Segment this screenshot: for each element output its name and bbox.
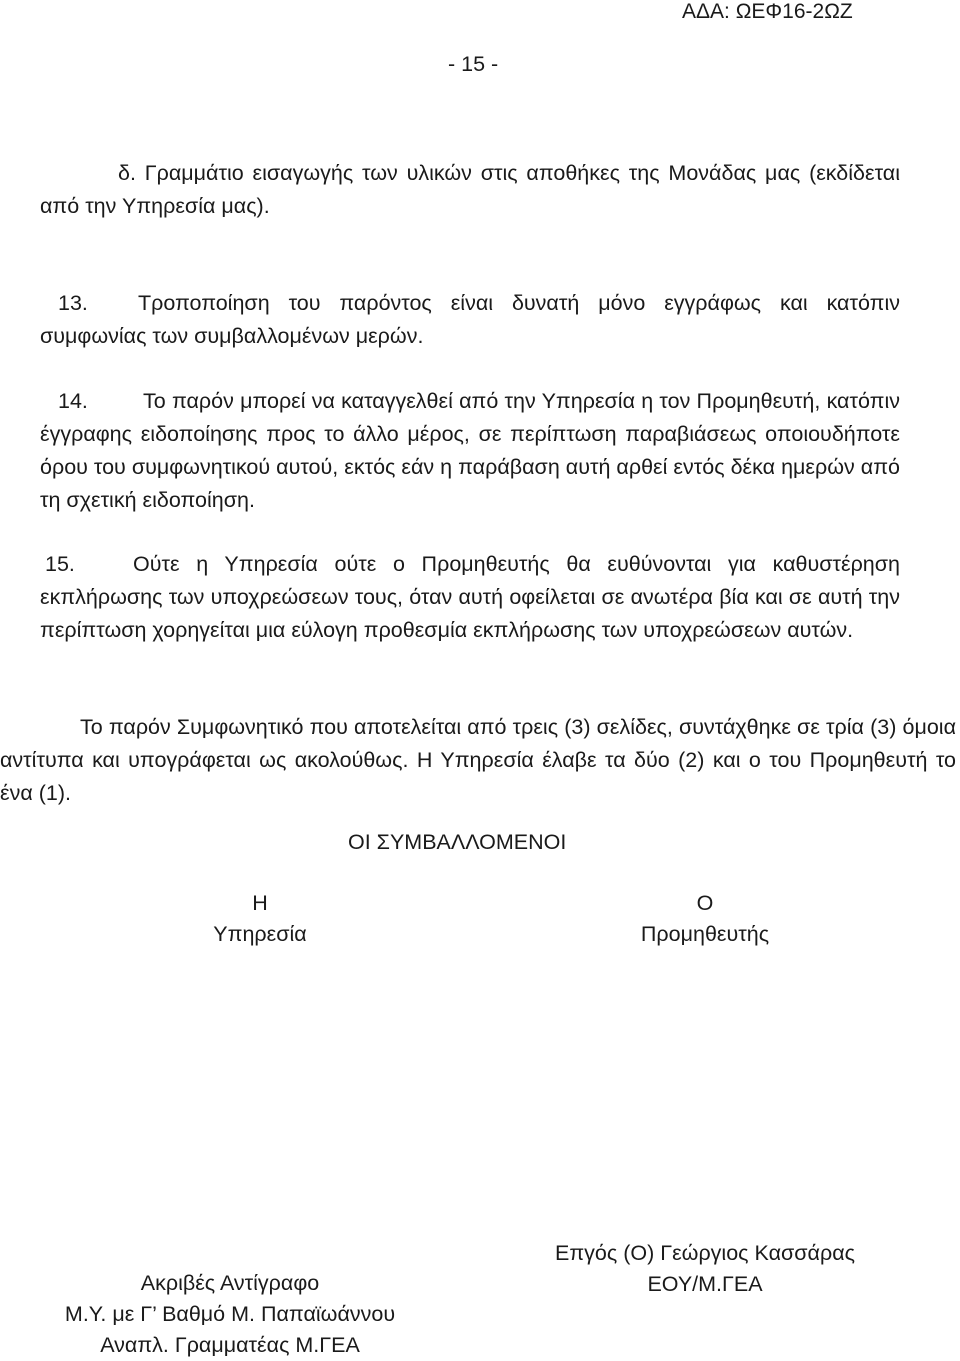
service-label: Υπηρεσία [213, 922, 307, 946]
supplier-label: Προμηθευτής [640, 922, 770, 946]
service-article: Η [252, 891, 268, 915]
page-number: - 15 - [448, 52, 499, 76]
true-copy-role: Αναπλ. Γραμματέας Μ.ΓΕΑ [100, 1333, 360, 1357]
signer-block [515, 1238, 895, 1300]
signer-name: Επγός (Ο) Γεώργιος Κασσάρας [555, 1241, 855, 1265]
paragraph-item-15 [40, 548, 900, 647]
item-14-number: 14. [58, 389, 88, 413]
item-13-number: 13. [58, 291, 88, 315]
signature-supplier [610, 888, 800, 950]
signatures-heading: ΟΙ ΣΥΜΒΑΛΛΟΜΕΝΟΙ [348, 830, 567, 854]
true-copy-block [40, 1268, 420, 1361]
supplier-article: Ο [696, 891, 714, 915]
paragraph-item-13 [40, 287, 900, 353]
item-14-text: Το παρόν μπορεί να καταγγελθεί από την Υπηρεσία η τον Προμηθευτή, κατόπιν έγγραφης ειδοποίησης προς το άλλο μέρος, σε περίπτωση παραβιάσεως οποιουδήποτε όρου του συμφωνητικού αυτού, εκτός εάν η παράβαση αυτή αρθεί εντός δέκα ημερών από τη σχετική ειδοποίηση. [40, 389, 900, 512]
item-15-text: Ούτε η Υπηρεσία ούτε ο Προμηθευτής θα ευθύνονται για καθυστέρηση εκπλήρωσης των υποχρεώσεων τους, όταν αυτή οφείλεται σε ανωτέρα βία και σε αυτή την περίπτωση χορηγείται μια εύλογη προθεσμία εκπλήρωσης των υποχρεώσεων αυτών. [40, 552, 900, 642]
true-copy-officer: Μ.Υ. με Γ’ Βαθμό Μ. Παπαϊωάννου [64, 1302, 396, 1326]
true-copy-title: Ακριβές Αντίγραφο [140, 1271, 320, 1295]
paragraph-item-14 [40, 385, 900, 517]
ada-code: ΑΔΑ: ΩΕΦ16-2ΩΖ [682, 0, 853, 23]
item-13-text: Τροποποίηση του παρόντος είναι δυνατή μόνο εγγράφως και κατόπιν συμφωνίας των συμβαλλομένων μερών. [40, 291, 900, 348]
paragraph-delta-text: δ. Γραμμάτιο εισαγωγής των υλικών στις αποθήκες της Μονάδας μας (εκδίδεται από την Υπηρεσία μας). [40, 161, 900, 218]
item-15-number: 15. [45, 552, 75, 576]
signature-service [180, 888, 340, 950]
closing-paragraph: Το παρόν Συμφωνητικό που αποτελείται από τρεις (3) σελίδες, συντάχθηκε σε τρία (3) όμοια αντίτυπα και υπογράφεται ως ακολούθως. Η Υπηρεσία έλαβε τα δύο (2) και ο του Προμηθευτή το ένα (1). [0, 715, 956, 805]
signer-unit: ΕΟΥ/Μ.ΓΕΑ [647, 1272, 763, 1296]
